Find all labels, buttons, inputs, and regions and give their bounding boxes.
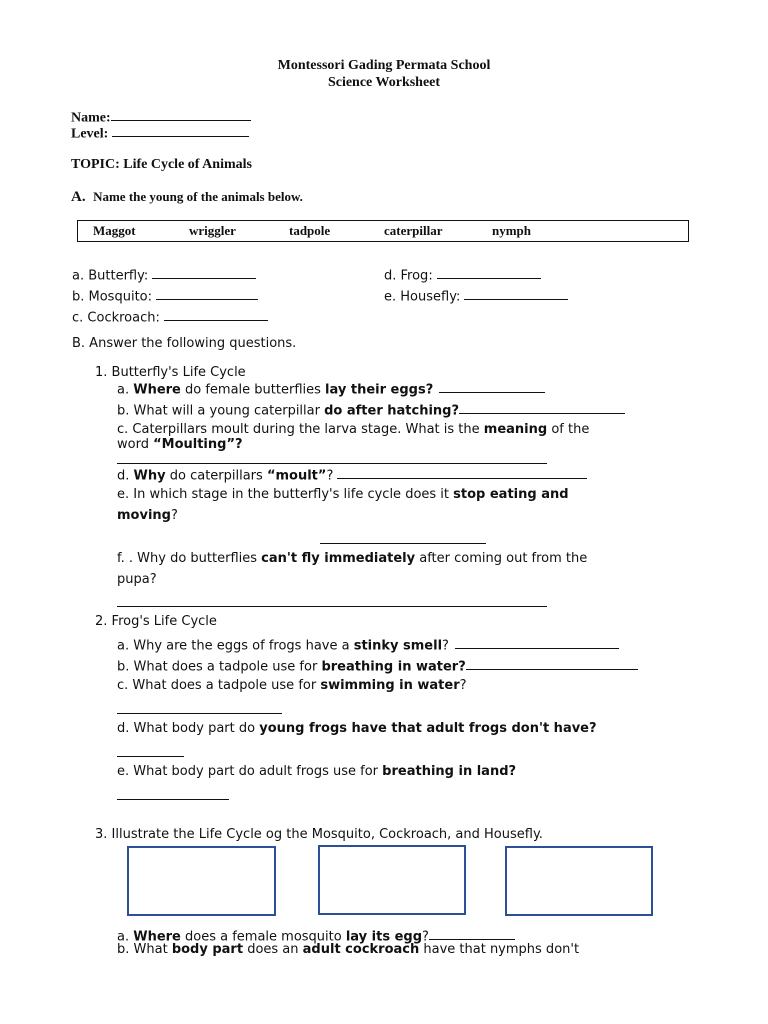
- text-bold: breathing in water?: [321, 659, 466, 675]
- answer-blank[interactable]: [464, 287, 568, 300]
- answer-item-mosquito[interactable]: [72, 287, 258, 304]
- q2e-answer-line[interactable]: [117, 799, 229, 800]
- q2b[interactable]: [117, 657, 638, 674]
- text: d.: [117, 468, 134, 484]
- housefly-drawing-box[interactable]: [505, 846, 653, 916]
- word-bank-item: caterpillar: [384, 223, 443, 238]
- answer-item-frog[interactable]: [384, 266, 541, 283]
- q1c-line1: [117, 422, 589, 437]
- answer-blank[interactable]: [455, 636, 619, 649]
- answer-blank[interactable]: [152, 266, 256, 279]
- item-label: b. Mosquito:: [72, 289, 152, 305]
- answer-blank[interactable]: [459, 401, 625, 414]
- text-bold: Where: [133, 929, 181, 945]
- item-label: d. Frog:: [384, 268, 433, 284]
- text-bold: meaning: [483, 422, 548, 437]
- text-bold: Where: [133, 382, 181, 398]
- topic-heading: TOPIC: Life Cycle of Animals: [71, 157, 252, 172]
- text-bold: stop eating and: [453, 487, 569, 502]
- text-bold: stinky smell: [353, 638, 443, 654]
- text-bold: can't fly immediately: [261, 551, 416, 566]
- q2d-answer-line[interactable]: [117, 756, 184, 757]
- text: do caterpillars: [165, 468, 267, 484]
- text-bold: “moult”: [266, 468, 327, 484]
- answer-blank[interactable]: [439, 380, 545, 393]
- text-bold: young frogs have that adult frogs don't have?: [259, 721, 597, 736]
- name-label: Name:: [71, 110, 111, 126]
- q1e-line1: [117, 487, 569, 502]
- q1b[interactable]: [117, 401, 625, 418]
- answer-blank[interactable]: [466, 657, 638, 670]
- text: does a female mosquito: [180, 929, 346, 945]
- text: e. What body part do adult frogs use for: [117, 764, 383, 779]
- answer-blank[interactable]: [337, 466, 587, 479]
- text: ?: [422, 929, 429, 945]
- text: a.: [117, 929, 134, 945]
- item-label: c. Cockroach:: [72, 310, 160, 326]
- word-bank: [77, 220, 689, 242]
- cockroach-drawing-box[interactable]: [318, 845, 466, 915]
- text-bold: adult cockroach: [302, 942, 420, 957]
- text: e. In which stage in the butterfly's life cycle does it: [117, 487, 454, 502]
- text-bold: “Moulting”?: [153, 437, 243, 452]
- text: a.: [117, 382, 134, 398]
- q1e-line2: [117, 508, 178, 523]
- q2a[interactable]: [117, 636, 619, 653]
- text-bold: swimming in water: [320, 678, 460, 693]
- q1c-answer-line[interactable]: [117, 463, 547, 464]
- section-a-letter: A.: [71, 189, 86, 205]
- q1-title: 1. Butterfly's Life Cycle: [95, 365, 246, 380]
- text: do female butterflies: [180, 382, 326, 398]
- text: d. What body part do: [117, 721, 260, 736]
- section-b-instruction: B. Answer the following questions.: [72, 336, 297, 351]
- answer-blank[interactable]: [156, 287, 258, 300]
- text: f. . Why do butterflies: [117, 551, 262, 566]
- text-bold: moving: [117, 508, 171, 523]
- q1a[interactable]: [117, 380, 545, 397]
- answer-item-butterfly[interactable]: [72, 266, 256, 283]
- q1d[interactable]: [117, 466, 587, 483]
- answer-blank[interactable]: [429, 927, 515, 940]
- level-label: Level:: [71, 126, 109, 142]
- q2e: [117, 764, 516, 779]
- item-label: e. Housefly:: [384, 289, 461, 305]
- text-bold: breathing in land?: [382, 764, 517, 779]
- q1c-line2: [117, 437, 243, 452]
- text-bold: lay their eggs?: [325, 382, 434, 398]
- text: word: [117, 437, 154, 452]
- text: after coming out from the: [415, 551, 588, 566]
- text: have that nymphs don't: [419, 942, 580, 957]
- text: c. Caterpillars moult during the larva stage. What is the: [117, 422, 484, 437]
- q1f-line1: [117, 551, 587, 566]
- q1f-line2: pupa?: [117, 572, 157, 587]
- text: of the: [547, 422, 590, 437]
- text: b. What: [117, 942, 172, 957]
- mosquito-drawing-box[interactable]: [127, 846, 276, 916]
- school-name: Montessori Gading Permata School: [277, 58, 491, 73]
- text-bold: body part: [171, 942, 244, 957]
- q3b: [117, 942, 579, 957]
- q3-title: 3. Illustrate the Life Cycle og the Mosquito, Cockroach, and Housefly.: [95, 827, 543, 842]
- q1f-answer-line[interactable]: [117, 606, 547, 607]
- word-bank-item: tadpole: [289, 223, 331, 238]
- answer-blank[interactable]: [437, 266, 541, 279]
- word-bank-item: wriggler: [189, 223, 236, 238]
- text: c. What does a tadpole use for: [117, 678, 321, 693]
- text: b. What will a young caterpillar: [117, 403, 325, 419]
- text: does an: [243, 942, 303, 957]
- q2c-answer-line[interactable]: [117, 713, 282, 714]
- word-bank-item: Maggot: [93, 223, 136, 238]
- answer-item-cockroach[interactable]: [72, 308, 268, 325]
- text-bold: Why: [133, 468, 166, 484]
- text-bold: lay its egg: [345, 929, 423, 945]
- name-blank[interactable]: [111, 107, 251, 121]
- text: ?: [459, 678, 467, 693]
- answer-item-housefly[interactable]: [384, 287, 568, 304]
- text-bold: do after hatching?: [324, 403, 460, 419]
- text: ?: [442, 638, 449, 654]
- text: a. Why are the eggs of frogs have a: [117, 638, 354, 654]
- q2d: [117, 721, 597, 736]
- q1e-answer-line[interactable]: [320, 543, 486, 544]
- word-bank-item: nymph: [492, 223, 532, 238]
- answer-blank[interactable]: [164, 308, 268, 321]
- q2c: [117, 678, 467, 693]
- level-field[interactable]: [71, 123, 249, 142]
- item-label: a. Butterfly:: [72, 268, 149, 284]
- worksheet-title: Science Worksheet: [327, 75, 441, 90]
- level-blank[interactable]: [112, 123, 249, 137]
- section-a-instruction: Name the young of the animals below.: [93, 189, 303, 204]
- text: ?: [326, 468, 334, 484]
- text: b. What does a tadpole use for: [117, 659, 322, 675]
- q2-title: 2. Frog's Life Cycle: [95, 614, 217, 629]
- section-a-heading: [71, 189, 303, 206]
- text: ?: [170, 508, 178, 523]
